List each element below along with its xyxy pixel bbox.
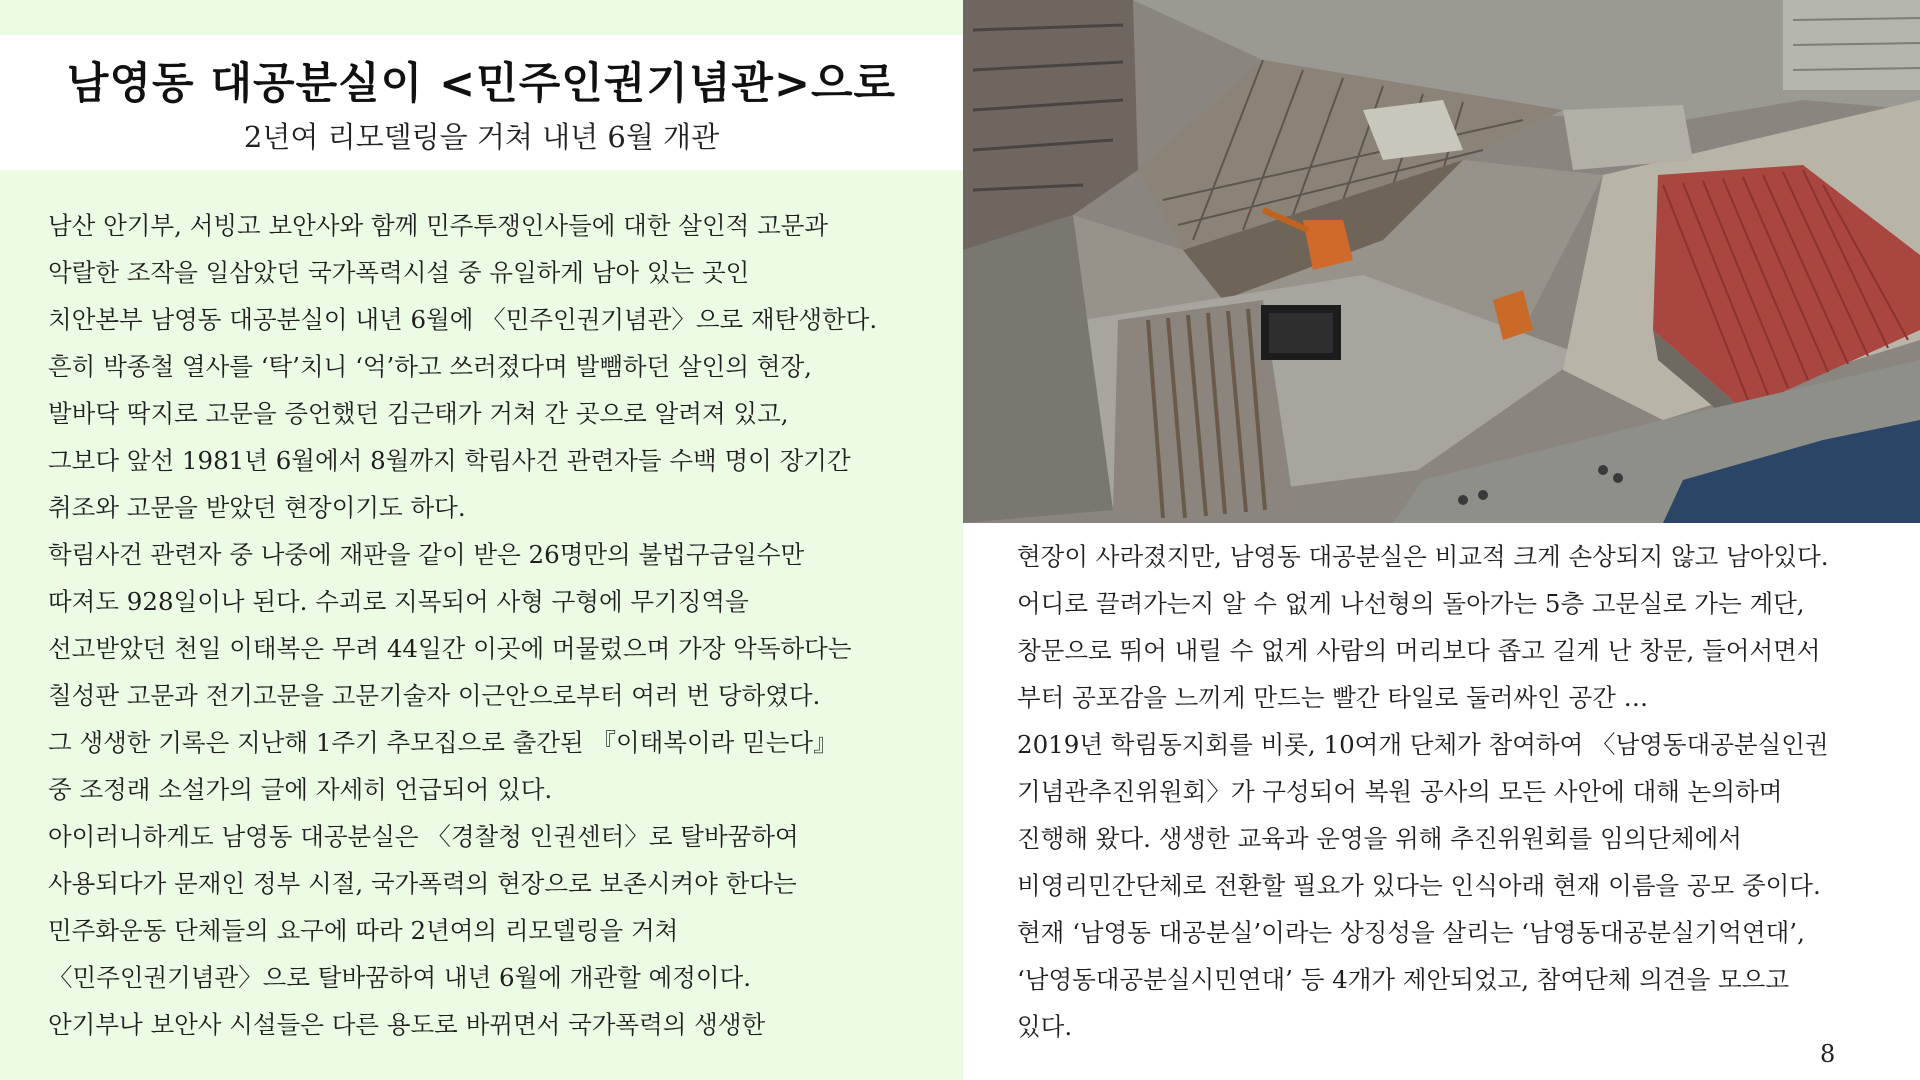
- text-line: 선고받았던 천일 이태복은 무려 44일간 이곳에 머물렀으며 가장 악독하다는: [48, 634, 852, 663]
- text-line: 진행해 왔다. 생생한 교육과 운영을 위해 추진위원회를 임의단체에서: [1017, 824, 1742, 853]
- text-line: 치안본부 남영동 대공분실이 내년 6월에 〈민주인권기념관〉으로 재탄생한다.: [48, 305, 878, 334]
- text-line: 따져도 928일이나 된다. 수괴로 지목되어 사형 구형에 무기징역을: [48, 587, 749, 616]
- text-line: 흔히 박종철 열사를 ‘탁’치니 ‘억’하고 쓰러졌다며 발뺌하던 살인의 현장,: [48, 352, 812, 381]
- text-line: 기념관추진위원회〉가 구성되어 복원 공사의 모든 사안에 대해 논의하며: [1017, 777, 1783, 806]
- text-line: 그 생생한 기록은 지난해 1주기 추모집으로 출간된 『이태복이라 믿는다』: [48, 728, 838, 757]
- text-line: 학림사건 관련자 중 나중에 재판을 같이 받은 26명만의 불법구금일수만: [48, 540, 805, 569]
- text-line: 부터 공포감을 느끼게 만드는 빨간 타일로 둘러싸인 공간 …: [1017, 683, 1649, 712]
- text-line: 비영리민간단체로 전환할 필요가 있다는 인식아래 현재 이름을 공모 중이다.: [1017, 871, 1821, 900]
- article-title: 남영동 대공분실이 <민주인권기념관>으로: [66, 59, 897, 109]
- text-line: 현재 ‘남영동 대공분실’이라는 상징성을 살리는 ‘남영동대공분실기억연대’,: [1017, 918, 1805, 947]
- text-line: 있다.: [1017, 1012, 1073, 1041]
- text-line: 어디로 끌려가는지 알 수 없게 나선형의 돌아가는 5층 고문실로 가는 계단,: [1017, 589, 1805, 618]
- text-line: 현장이 사라졌지만, 남영동 대공분실은 비교적 크게 손상되지 않고 남아있다.: [1017, 542, 1829, 571]
- text-line: 칠성판 고문과 전기고문을 고문기술자 이근안으로부터 여러 번 당하였다.: [48, 681, 821, 710]
- left-body-text: [48, 202, 938, 1048]
- text-line: 악랄한 조작을 일삼았던 국가폭력시설 중 유일하게 남아 있는 곳인: [48, 258, 750, 287]
- text-line: 〈민주인권기념관〉으로 탈바꿈하여 내년 6월에 개관할 예정이다.: [48, 963, 751, 992]
- text-line: 중 조정래 소설가의 글에 자세히 언급되어 있다.: [48, 775, 553, 804]
- text-line: 2019년 학림동지회를 비롯, 10여개 단체가 참여하여 〈남영동대공분실인권: [1017, 730, 1829, 759]
- text-line: 아이러니하게도 남영동 대공분실은 〈경찰청 인권센터〉로 탈바꿈하여: [48, 822, 799, 851]
- text-line: 발바닥 딱지로 고문을 증언했던 김근태가 거쳐 간 곳으로 알려져 있고,: [48, 399, 789, 428]
- text-line: 민주화운동 단체들의 요구에 따라 2년여의 리모델링을 거쳐: [48, 916, 679, 945]
- text-line: 사용되다가 문재인 정부 시절, 국가폭력의 현장으로 보존시켜야 한다는: [48, 869, 797, 898]
- page-number: 8: [1820, 1040, 1836, 1068]
- text-line: 남산 안기부, 서빙고 보안사와 함께 민주투쟁인사들에 대한 살인적 고문과: [48, 211, 829, 240]
- text-line: 창문으로 뛰어 내릴 수 없게 사람의 머리보다 좁고 길게 난 창문, 들어서면서: [1017, 636, 1821, 665]
- text-line: 그보다 앞선 1981년 6월에서 8월까지 학림사건 관련자들 수백 명이 장기간: [48, 446, 851, 475]
- text-line: 취조와 고문을 받았던 현장이기도 하다.: [48, 493, 466, 522]
- text-line: ‘남영동대공분실시민연대’ 등 4개가 제안되었고, 참여단체 의견을 모으고: [1017, 965, 1790, 994]
- right-body-text: [1017, 533, 1897, 1050]
- text-line: 안기부나 보안사 시설들은 다른 용도로 바뀌면서 국가폭력의 생생한: [48, 1010, 766, 1039]
- article-subtitle: 2년여 리모델링을 거쳐 내년 6월 개관: [243, 120, 720, 154]
- construction-site-photo: [963, 0, 1920, 523]
